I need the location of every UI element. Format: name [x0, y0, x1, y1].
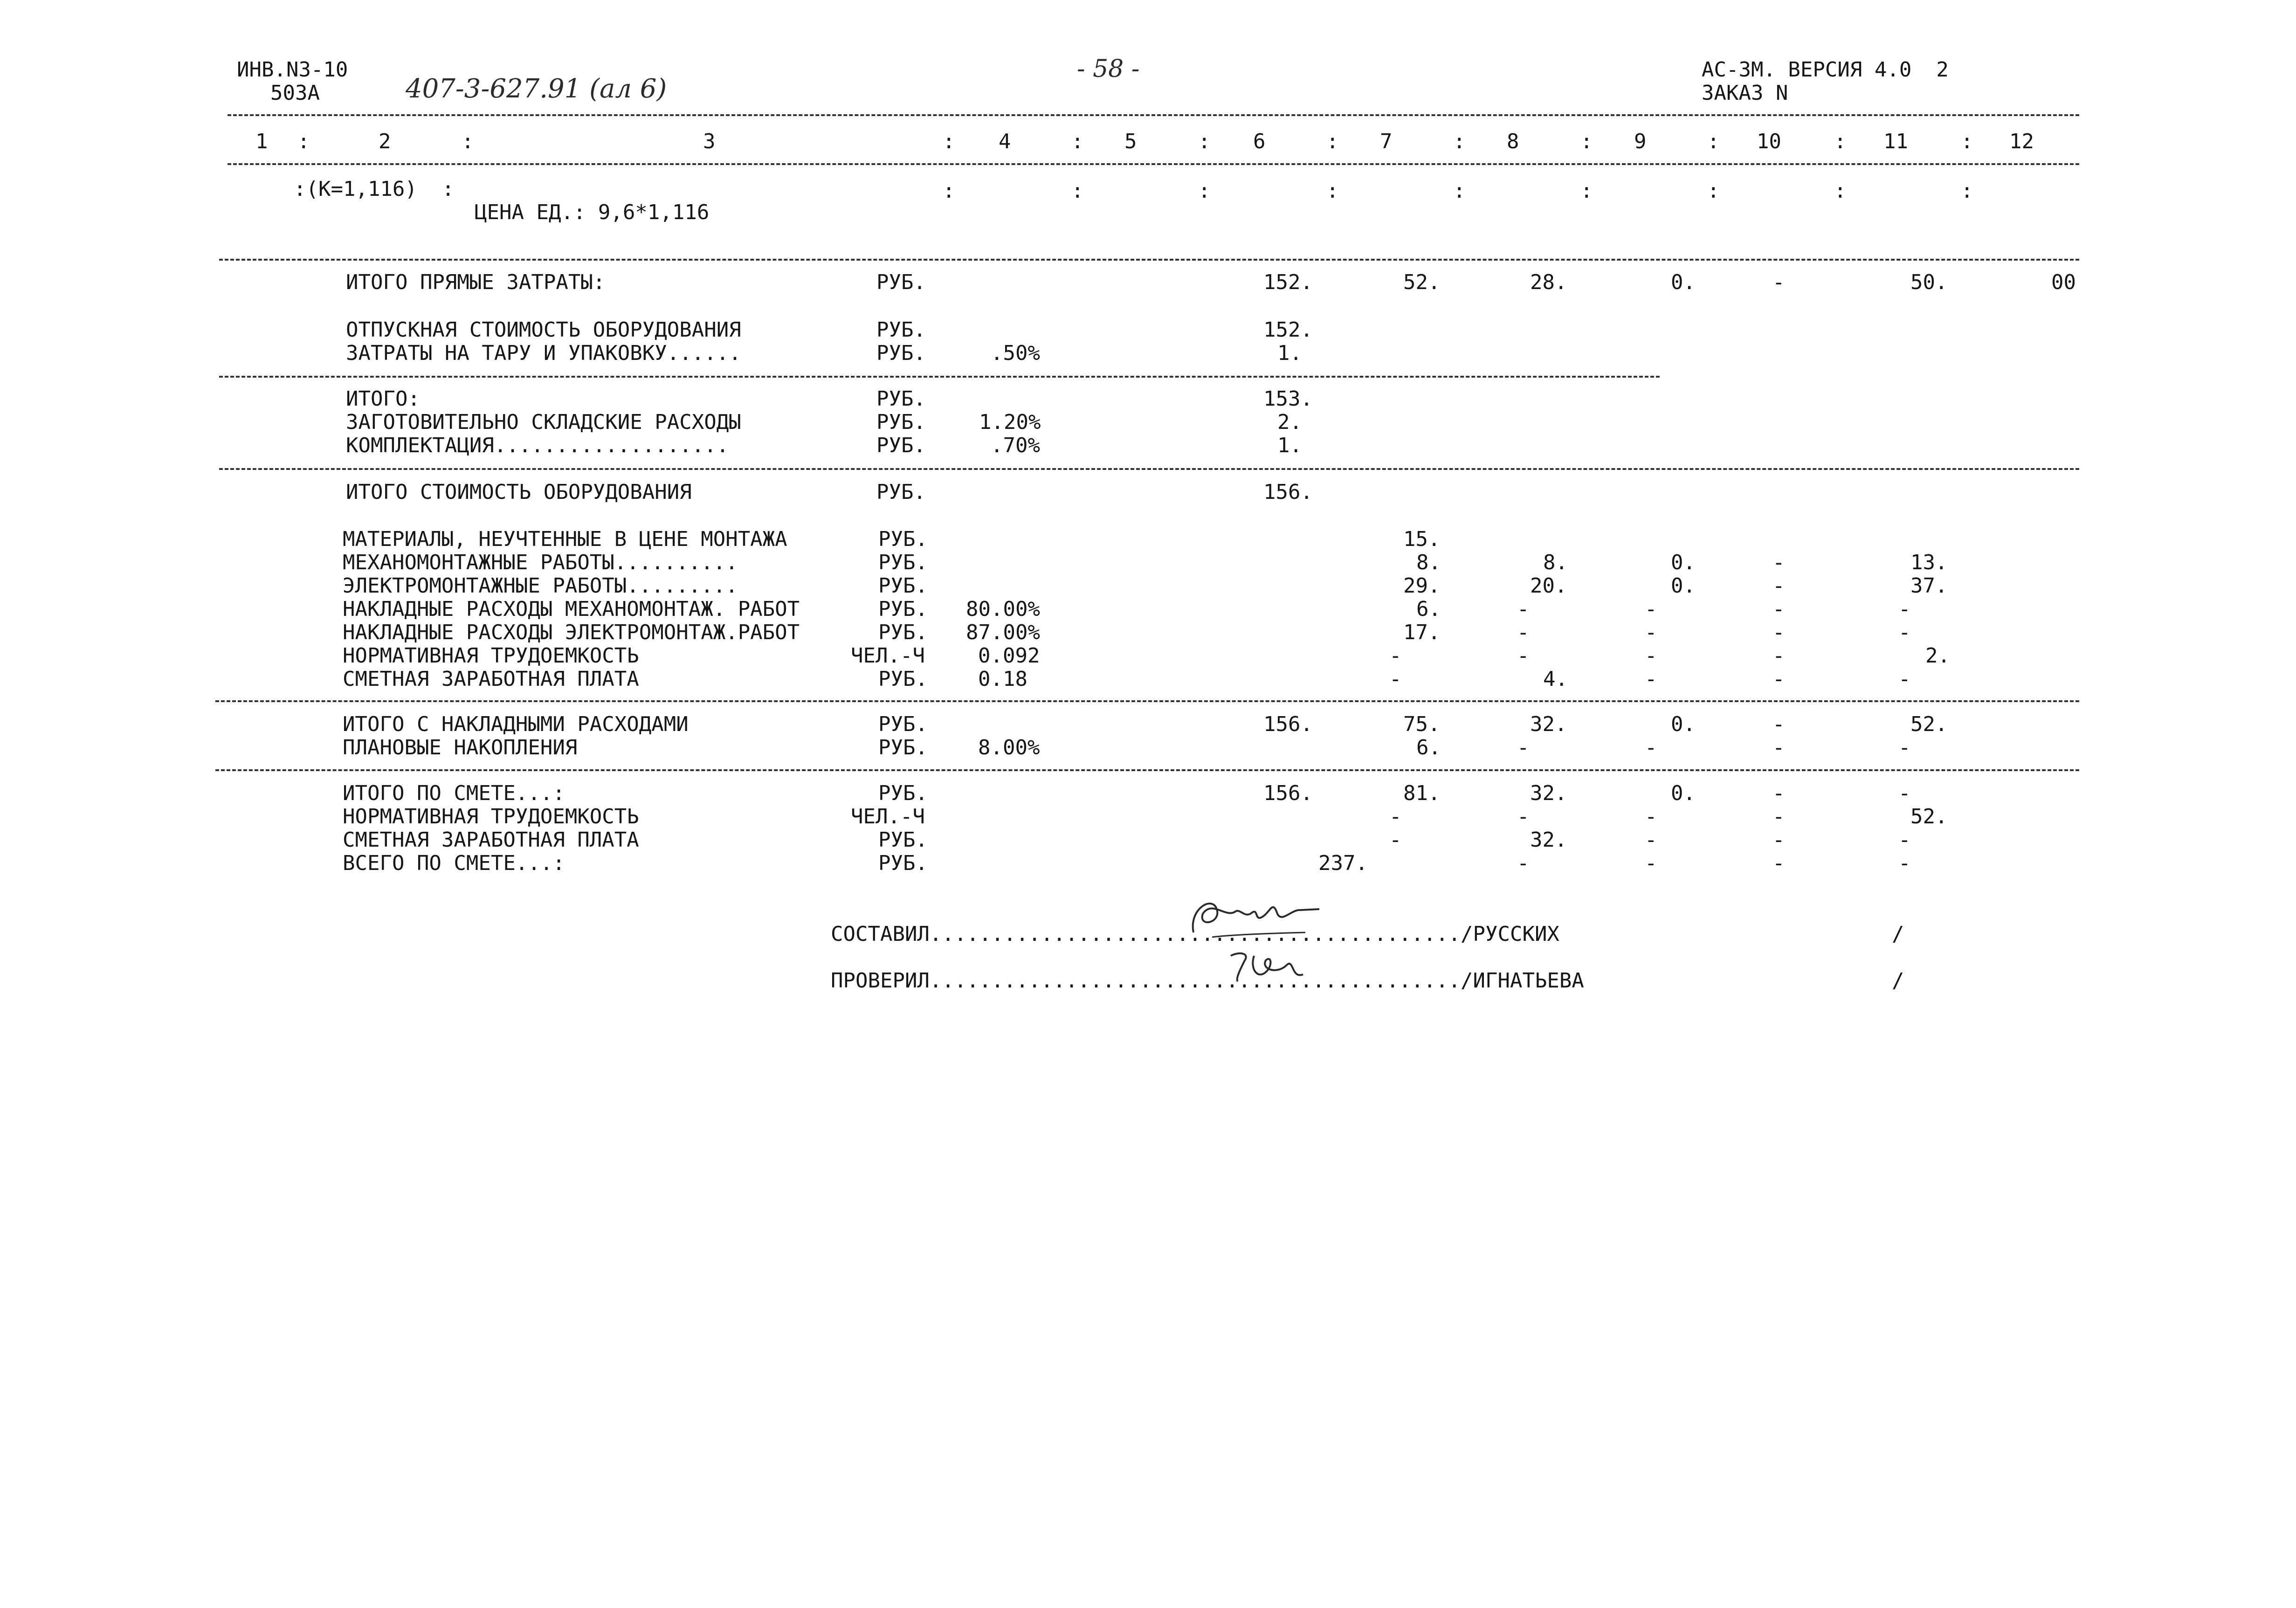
unit-price-line: ЦЕНА ЕД.: 9,6*1,116: [475, 200, 710, 224]
page-number: - 58 -: [1077, 55, 1140, 83]
cell-col-11: -: [1898, 736, 1911, 759]
doc-inventory-number: ИНВ.N3-10: [237, 58, 348, 82]
cell-col-6: 153.: [1263, 387, 1313, 411]
row-label: МЕХАНОМОНТАЖНЫЕ РАБОТЫ..........: [343, 551, 738, 574]
row-label: ИТОГО С НАКЛАДНЫМИ РАСХОДАМИ: [343, 712, 689, 736]
cell-col-7: -: [1389, 828, 1402, 852]
col-separator: :: [1961, 130, 1973, 153]
cell-col-10: -: [1772, 851, 1785, 875]
cell-col-10: -: [1772, 781, 1785, 805]
cell-col-6: 156.: [1263, 480, 1313, 504]
col-separator: :: [1198, 130, 1211, 153]
cell-col-6: 156.: [1263, 781, 1313, 805]
compiled-by-end: /: [1892, 922, 1904, 946]
row-unit: РУБ.: [878, 527, 928, 551]
cell-col-7: 6.: [1416, 736, 1441, 759]
cell-col-10: -: [1772, 621, 1785, 644]
cell-col-9: 0.: [1671, 781, 1696, 805]
col-separator: :: [1453, 130, 1466, 153]
row-label: СМЕТНАЯ ЗАРАБОТНАЯ ПЛАТА: [343, 667, 639, 691]
cell-col-4: .50%: [991, 341, 1040, 365]
cell-col-11: -: [1898, 621, 1911, 644]
divider-section-1: [219, 259, 2079, 261]
compiler-signature: [1184, 890, 1324, 946]
cell-col-11: -: [1898, 828, 1911, 852]
divider-header: [228, 163, 2079, 165]
col-separator: :: [1326, 130, 1339, 153]
col-number: 3: [703, 130, 716, 153]
coefficient-line: :(К=1,116) :: [294, 177, 455, 201]
cell-col-10: -: [1772, 270, 1785, 294]
cell-col-8: 8.: [1543, 551, 1568, 574]
cell-col-8: 32.: [1530, 712, 1567, 736]
row-unit: РУБ.: [878, 621, 928, 644]
cell-col-10: -: [1772, 828, 1785, 852]
divider-section-4: [215, 700, 2079, 702]
cell-col-9: -: [1645, 851, 1657, 875]
cell-col-11: 2.: [1925, 644, 1950, 668]
row-label: МАТЕРИАЛЫ, НЕУЧТЕННЫЕ В ЦЕНЕ МОНТАЖА: [343, 527, 787, 551]
cell-col-11: 50.: [1910, 270, 1948, 294]
row-label: ПЛАНОВЫЕ НАКОПЛЕНИЯ: [343, 736, 578, 759]
doc-code: 503А: [270, 81, 320, 105]
cell-col-6: 156.: [1263, 712, 1313, 736]
cell-col-7: 75.: [1403, 712, 1441, 736]
cell-col-10: -: [1772, 551, 1785, 574]
row-unit: РУБ.: [876, 318, 926, 342]
cell-col-9: -: [1645, 597, 1657, 621]
col-number: 2: [379, 130, 391, 153]
cell-col-7: 8.: [1416, 551, 1441, 574]
row-unit: РУБ.: [876, 270, 926, 294]
col-separator: :: [1961, 179, 1973, 203]
cell-col-10: -: [1772, 644, 1785, 668]
cell-col-10: -: [1772, 736, 1785, 759]
cell-col-11: 52.: [1910, 712, 1948, 736]
row-label: ЗАГОТОВИТЕЛЬНО СКЛАДСКИЕ РАСХОДЫ: [346, 410, 741, 434]
cell-col-8: 28.: [1530, 270, 1567, 294]
cell-col-8: 32.: [1530, 781, 1567, 805]
cell-col-10: -: [1772, 574, 1785, 598]
col-separator: :: [1580, 179, 1593, 203]
row-unit: РУБ.: [878, 574, 928, 598]
row-label: НОРМАТИВНАЯ ТРУДОЕМКОСТЬ: [343, 644, 639, 668]
divider-section-5: [215, 769, 2079, 771]
cell-col-11: 13.: [1910, 551, 1948, 574]
row-label: КОМПЛЕКТАЦИЯ...................: [346, 434, 729, 457]
cell-col-9: -: [1645, 828, 1657, 852]
col-number: 8: [1507, 130, 1519, 153]
cell-col-4: .70%: [991, 434, 1040, 457]
row-label: ИТОГО СТОИМОСТЬ ОБОРУДОВАНИЯ: [346, 480, 692, 504]
row-label: ЗАТРАТЫ НА ТАРУ И УПАКОВКУ......: [346, 341, 741, 365]
row-unit: РУБ.: [878, 551, 928, 574]
cell-col-6: 2.: [1277, 410, 1302, 434]
col-number: 12: [2009, 130, 2034, 153]
cell-col-8: -: [1517, 621, 1530, 644]
col-separator: :: [1834, 179, 1847, 203]
col-separator: :: [1198, 179, 1211, 203]
row-unit: РУБ.: [876, 387, 926, 411]
cell-col-4: 80.00%: [966, 597, 1040, 621]
cell-col-8: -: [1517, 851, 1530, 875]
row-unit: РУБ.: [876, 410, 926, 434]
row-unit: РУБ.: [878, 851, 928, 875]
row-unit: РУБ.: [876, 341, 926, 365]
cell-col-7: 17.: [1403, 621, 1441, 644]
software-version: АС-ЗМ. ВЕРСИЯ 4.0 2: [1702, 58, 1949, 82]
cell-col-7: 52.: [1403, 270, 1441, 294]
cell-col-6: 152.: [1263, 270, 1313, 294]
cell-col-4: 1.20%: [979, 410, 1041, 434]
row-unit: РУБ.: [876, 434, 926, 457]
cell-col-8: 32.: [1530, 828, 1567, 852]
row-unit: РУБ.: [878, 736, 928, 759]
col-number: 7: [1380, 130, 1393, 153]
cell-col-10: -: [1772, 805, 1785, 828]
col-number: 1: [255, 130, 268, 153]
cell-col-12: 00: [2051, 270, 2076, 294]
cell-col-9: 0.: [1671, 712, 1696, 736]
cell-col-9: -: [1645, 805, 1657, 828]
cell-col-6: 1.: [1277, 434, 1302, 457]
cell-col-6: 152.: [1263, 318, 1313, 342]
cell-col-7: 15.: [1403, 527, 1441, 551]
cell-col-8: -: [1517, 736, 1530, 759]
col-separator: :: [1326, 179, 1339, 203]
cell-col-9: 0.: [1671, 551, 1696, 574]
col-separator: :: [297, 130, 310, 153]
order-number: ЗАКАЗ N: [1702, 81, 1788, 105]
checked-by-line: ПРОВЕРИЛ.........................................../ИГНАТЬЕВА: [831, 969, 1584, 993]
cell-col-6: 237.: [1318, 851, 1368, 875]
col-number: 4: [999, 130, 1011, 153]
cell-col-8: -: [1517, 805, 1530, 828]
cell-col-10: -: [1772, 667, 1785, 691]
col-separator: :: [1071, 130, 1084, 153]
cell-col-4: 87.00%: [966, 621, 1040, 644]
cell-col-9: -: [1645, 667, 1657, 691]
cell-col-10: -: [1772, 597, 1785, 621]
cell-col-9: 0.: [1671, 574, 1696, 598]
cell-col-6: 1.: [1277, 341, 1302, 365]
handwritten-project-code: 407-3-627.91 (ал 6): [406, 74, 667, 104]
cell-col-9: -: [1645, 736, 1657, 759]
col-number: 6: [1253, 130, 1266, 153]
cell-col-7: -: [1389, 805, 1402, 828]
row-label: ВСЕГО ПО СМЕТЕ...:: [343, 851, 565, 875]
cell-col-9: -: [1645, 621, 1657, 644]
row-label: ЭЛЕКТРОМОНТАЖНЫЕ РАБОТЫ.........: [343, 574, 738, 598]
divider-top: [228, 114, 2079, 116]
col-separator: :: [1834, 130, 1847, 153]
checker-signature: [1221, 942, 1333, 988]
row-unit: ЧЕЛ.-Ч: [851, 805, 925, 828]
cell-col-9: -: [1645, 644, 1657, 668]
row-label: ИТОГО ПО СМЕТЕ...:: [343, 781, 565, 805]
row-label: ИТОГО:: [346, 387, 420, 411]
cell-col-7: -: [1389, 667, 1402, 691]
row-label: НАКЛАДНЫЕ РАСХОДЫ ЭЛЕКТРОМОНТАЖ.РАБОТ: [343, 621, 800, 644]
row-label: ИТОГО ПРЯМЫЕ ЗАТРАТЫ:: [346, 270, 606, 294]
cell-col-4: 8.00%: [978, 736, 1040, 759]
row-label: НОРМАТИВНАЯ ТРУДОЕМКОСТЬ: [343, 805, 639, 828]
cell-col-10: -: [1772, 712, 1785, 736]
col-separator: :: [1707, 179, 1720, 203]
col-number: 10: [1757, 130, 1781, 153]
row-unit: РУБ.: [878, 597, 928, 621]
col-separator: :: [462, 130, 474, 153]
cell-col-8: -: [1517, 644, 1530, 668]
row-unit: РУБ.: [878, 712, 928, 736]
cell-col-9: 0.: [1671, 270, 1696, 294]
row-unit: РУБ.: [878, 828, 928, 852]
cell-col-11: 37.: [1910, 574, 1948, 598]
cell-col-11: 52.: [1910, 805, 1948, 828]
cell-col-7: 6.: [1416, 597, 1441, 621]
col-separator: :: [1071, 179, 1084, 203]
col-number: 11: [1883, 130, 1908, 153]
col-separator: :: [1453, 179, 1466, 203]
checked-by-end: /: [1892, 969, 1904, 993]
cell-col-11: -: [1898, 597, 1911, 621]
cell-col-4: 0.092: [978, 644, 1040, 668]
col-separator: :: [1580, 130, 1593, 153]
divider-section-2: [219, 376, 1660, 378]
compiled-by-line: СОСТАВИЛ.........................................../РУССКИХ: [831, 922, 1559, 946]
cell-col-11: -: [1898, 781, 1911, 805]
row-unit: РУБ.: [878, 781, 928, 805]
cell-col-11: -: [1898, 851, 1911, 875]
row-label: НАКЛАДНЫЕ РАСХОДЫ МЕХАНОМОНТАЖ. РАБОТ: [343, 597, 800, 621]
row-label: СМЕТНАЯ ЗАРАБОТНАЯ ПЛАТА: [343, 828, 639, 852]
row-unit: РУБ.: [876, 480, 926, 504]
cell-col-8: 4.: [1543, 667, 1568, 691]
row-label: ОТПУСКНАЯ СТОИМОСТЬ ОБОРУДОВАНИЯ: [346, 318, 741, 342]
col-number: 9: [1634, 130, 1647, 153]
col-separator: :: [943, 130, 955, 153]
cell-col-11: -: [1898, 667, 1911, 691]
divider-section-3: [219, 468, 2079, 470]
cell-col-8: 20.: [1530, 574, 1567, 598]
cell-col-7: 81.: [1403, 781, 1441, 805]
row-unit: ЧЕЛ.-Ч: [851, 644, 925, 668]
cell-col-8: -: [1517, 597, 1530, 621]
cell-col-7: 29.: [1403, 574, 1441, 598]
col-separator: :: [1707, 130, 1720, 153]
col-number: 5: [1124, 130, 1137, 153]
cell-col-7: -: [1389, 644, 1402, 668]
row-unit: РУБ.: [878, 667, 928, 691]
col-separator: :: [943, 179, 955, 203]
cell-col-4: 0.18: [978, 667, 1027, 691]
